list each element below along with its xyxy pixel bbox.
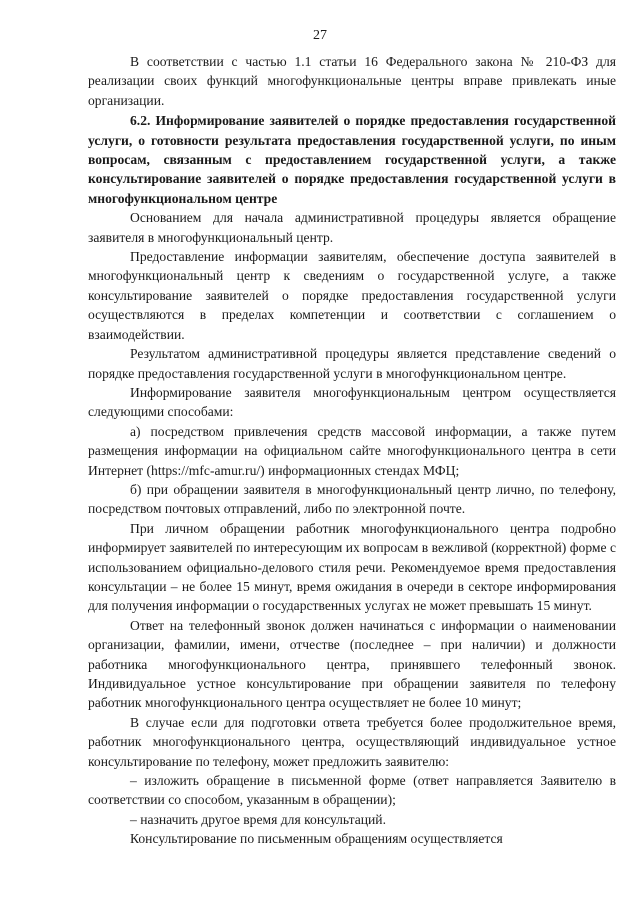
dash-item-other-time: – назначить другое время для консультаций. [130,811,386,827]
paragraph-longer-answer: В случае если для подготовки ответа требуется более продолжительное время, работник многофункционального центра, осуществляющий индивидуальное устное консультирование по телефону, может предложить заявителю: [88,714,616,769]
paragraph-written-consulting: Консультирование по письменным обращениям осуществляется [130,831,503,847]
paragraph-phone-call: Ответ на телефонный звонок должен начинаться с информации о наименовании организации, фамилии, имени, отчестве (последнее – при наличии) и должности работника многофункционального центра, принявшего телефонный звонок. Индивидуальное устное консультирование при обращении заявителя по телефону работник многофункционального центра осуществляет не более 10 минут; [88,617,616,711]
dash-item-written-form: – изложить обращение в письменной форме (ответ направляется Заявителю в соответствии со способом, указанным в обращении); [88,773,616,808]
page-number: 27 [313,28,327,43]
document-body [88,52,616,849]
section-heading-6-2: 6.2. Информирование заявителей о порядке предоставления государственной услуги, о готовности результата предоставления государственной услуги, по иным вопросам, связанным с предоставлением государственной услуги, а также консультирование заявителей о порядке предоставления государственной услуги в многофункциональном центре [88,113,616,206]
list-item-a: а) посредством привлечения средств массовой информации, а также путем размещения информации на официальном сайте многофункционального центра в сети Интернет (https://mfc-amur.ru/) информационных стендах МФЦ; [88,423,616,478]
paragraph-personal-visit: При личном обращении работник многофункционального центра подробно информирует заявителей по интересующим их вопросам в вежливой (корректной) форме с использованием официально-делового стиля речи. Рекомендуемое время предоставления консультации – не более 15 минут, время ожидания в очереди в секторе информирования для получения информации о государственных услугах не может превышать 15 минут. [88,520,616,614]
paragraph-informing-methods: Информирование заявителя многофункциональным центром осуществляется следующими способами: [88,384,616,420]
paragraph-basis: Основанием для начала административной процедуры является обращение заявителя в многофункциональный центр. [88,210,616,245]
list-item-b: б) при обращении заявителя в многофункциональный центр лично, по телефону, посредством почтовых отправлений, либо по электронной почте. [88,481,616,517]
paragraph-information-provision: Предоставление информации заявителям, обеспечение доступа заявителей в многофункциональный центр к сведениям о государственной услуге, а также консультирование заявителей о порядке предоставления государственной услуги осуществляются в пределах компетенции и соответствии с соглашением о взаимодействии. [88,249,616,342]
paragraph-result: Результатом административной процедуры является представление сведений о порядке предоставления государственной услуги в многофункциональном центре. [88,346,616,381]
paragraph-mfc-organizations: В соответствии с частью 1.1 статьи 16 Федерального закона № 210-ФЗ для реализации своих функций многофункциональные центры вправе привлекать иные организации. [88,54,616,108]
